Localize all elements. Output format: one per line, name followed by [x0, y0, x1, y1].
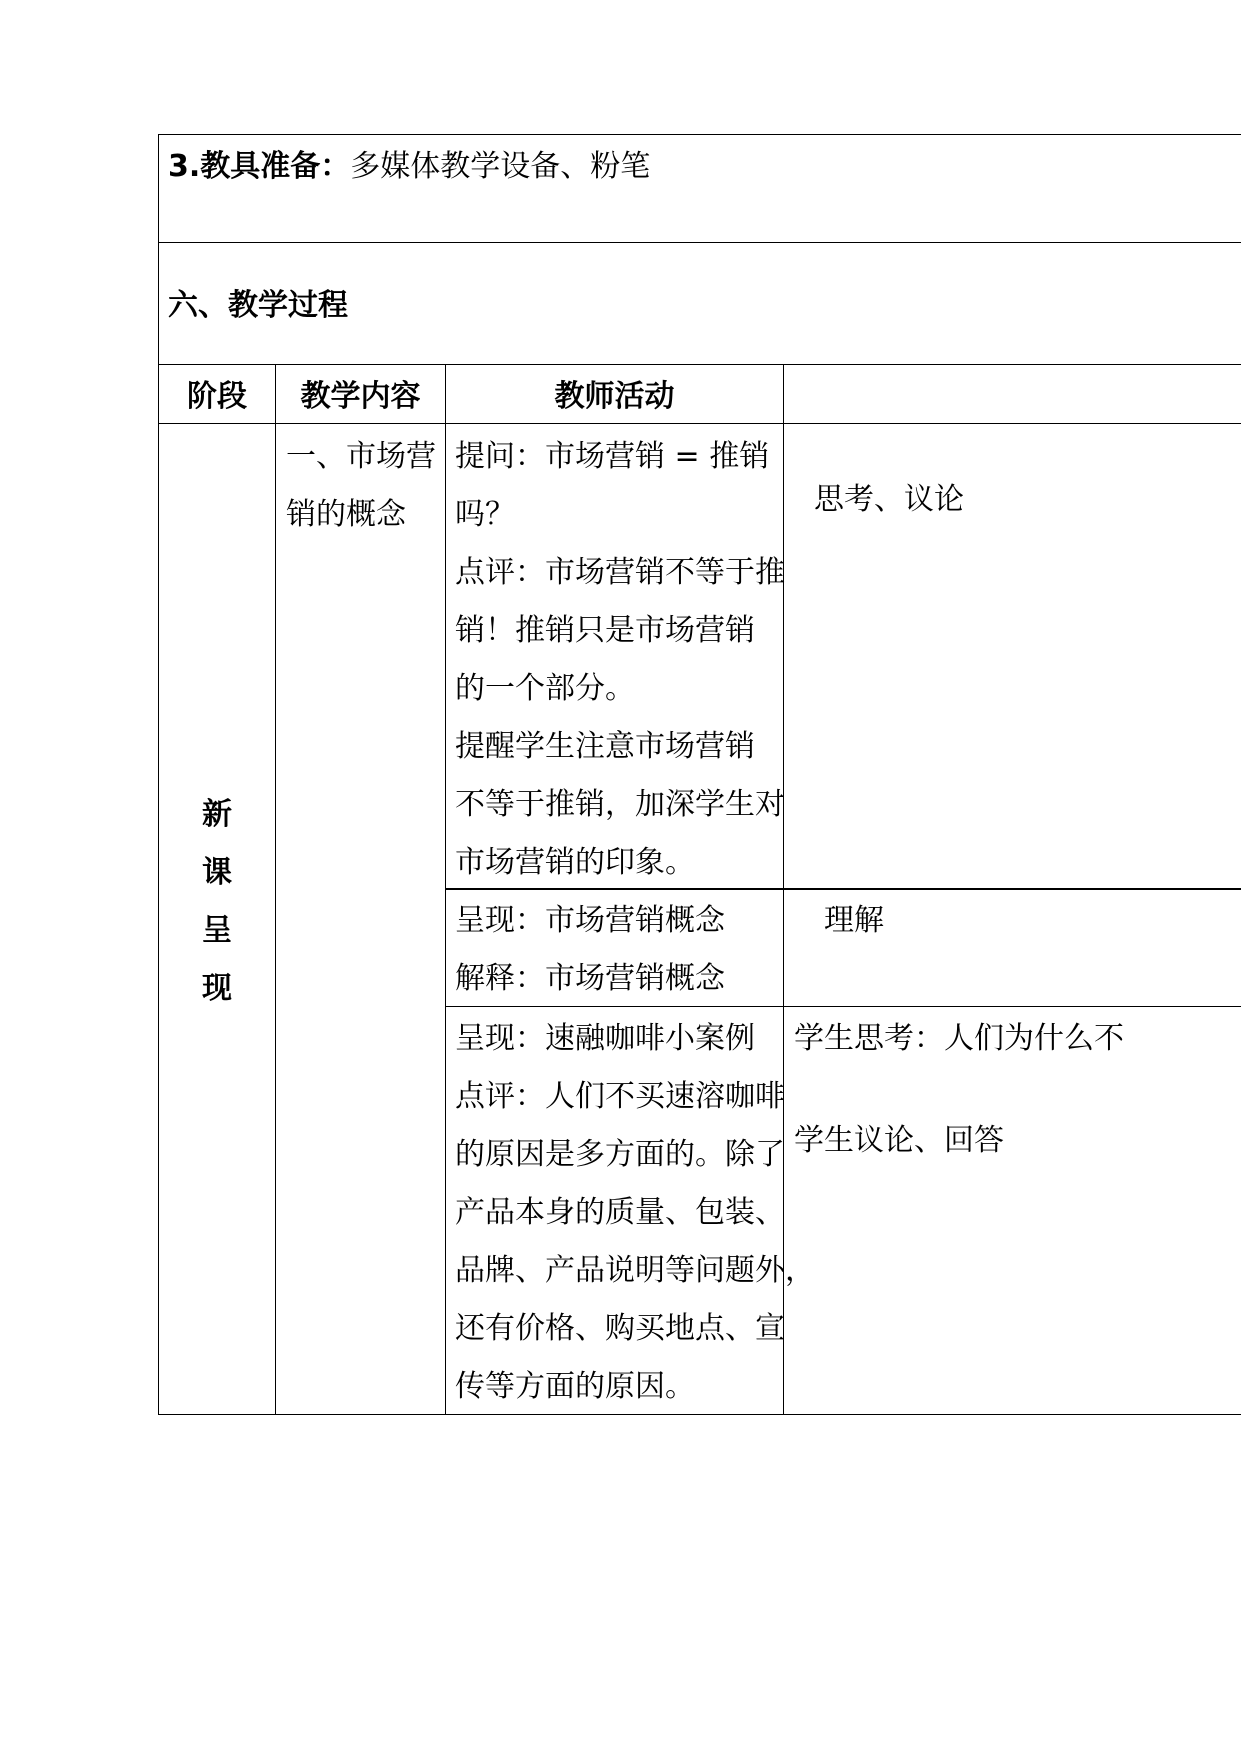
row-divider	[158, 364, 1241, 365]
teacher-activity-line: 点评：市场营销不等于推	[455, 555, 785, 590]
teacher-activity-line: 解释：市场营销概念	[455, 961, 725, 996]
teacher-activity-line: 销！推销只是市场营销	[455, 613, 755, 648]
header-teacher: 教师活动	[554, 379, 675, 414]
teacher-activity-line: 的原因是多方面的。除了	[455, 1137, 785, 1172]
teacher-activity-line: 吗？	[455, 497, 515, 532]
student-activity-line: 学生议论、回答	[794, 1123, 1004, 1158]
column-divider	[275, 364, 276, 1415]
teacher-activity-line: 提醒学生注意市场营销	[455, 729, 755, 764]
teacher-activity-line: 点评：人们不买速溶咖啡	[455, 1079, 785, 1114]
student-activity-line: 思考、议论	[814, 482, 964, 517]
table-border-bottom	[158, 1414, 1241, 1415]
header-content: 教学内容	[300, 379, 421, 414]
stage-char: 现	[202, 971, 232, 1006]
table-border-top	[158, 134, 1241, 135]
stage-char: 新	[202, 797, 232, 832]
prep-label: 3.教具准备：	[168, 149, 351, 184]
prep-value: 多媒体教学设备、粉笔	[350, 149, 651, 184]
content-line: 一、市场营	[286, 439, 436, 474]
teacher-activity-line: 品牌、产品说明等问题外，	[455, 1253, 815, 1288]
content-line: 销的概念	[286, 497, 406, 532]
student-activity-line: 学生思考：人们为什么不	[794, 1021, 1124, 1056]
teacher-activity-line: 提问：市场营销 = 推销	[455, 439, 770, 474]
prep-line	[168, 138, 650, 196]
teacher-activity-line: 的一个部分。	[455, 671, 635, 706]
stage-char: 课	[202, 855, 232, 890]
section-title: 六、教学过程	[168, 288, 348, 323]
teacher-activity-line: 还有价格、购买地点、宣	[455, 1311, 785, 1346]
teacher-activity-line: 呈现：速融咖啡小案例	[455, 1021, 755, 1056]
header-stage: 阶段	[187, 379, 247, 414]
teacher-activity-line: 市场营销的印象。	[455, 845, 695, 880]
teacher-activity-line: 呈现：市场营销概念	[455, 903, 725, 938]
student-activity-line: 理解	[824, 903, 884, 938]
teacher-activity-line: 不等于推销，加深学生对	[455, 787, 785, 822]
table-border-left	[158, 134, 159, 1415]
row-divider	[158, 242, 1241, 243]
teacher-activity-line: 产品本身的质量、包装、	[455, 1195, 785, 1230]
teacher-activity-line: 传等方面的原因。	[455, 1369, 695, 1404]
stage-char: 呈	[202, 913, 232, 948]
